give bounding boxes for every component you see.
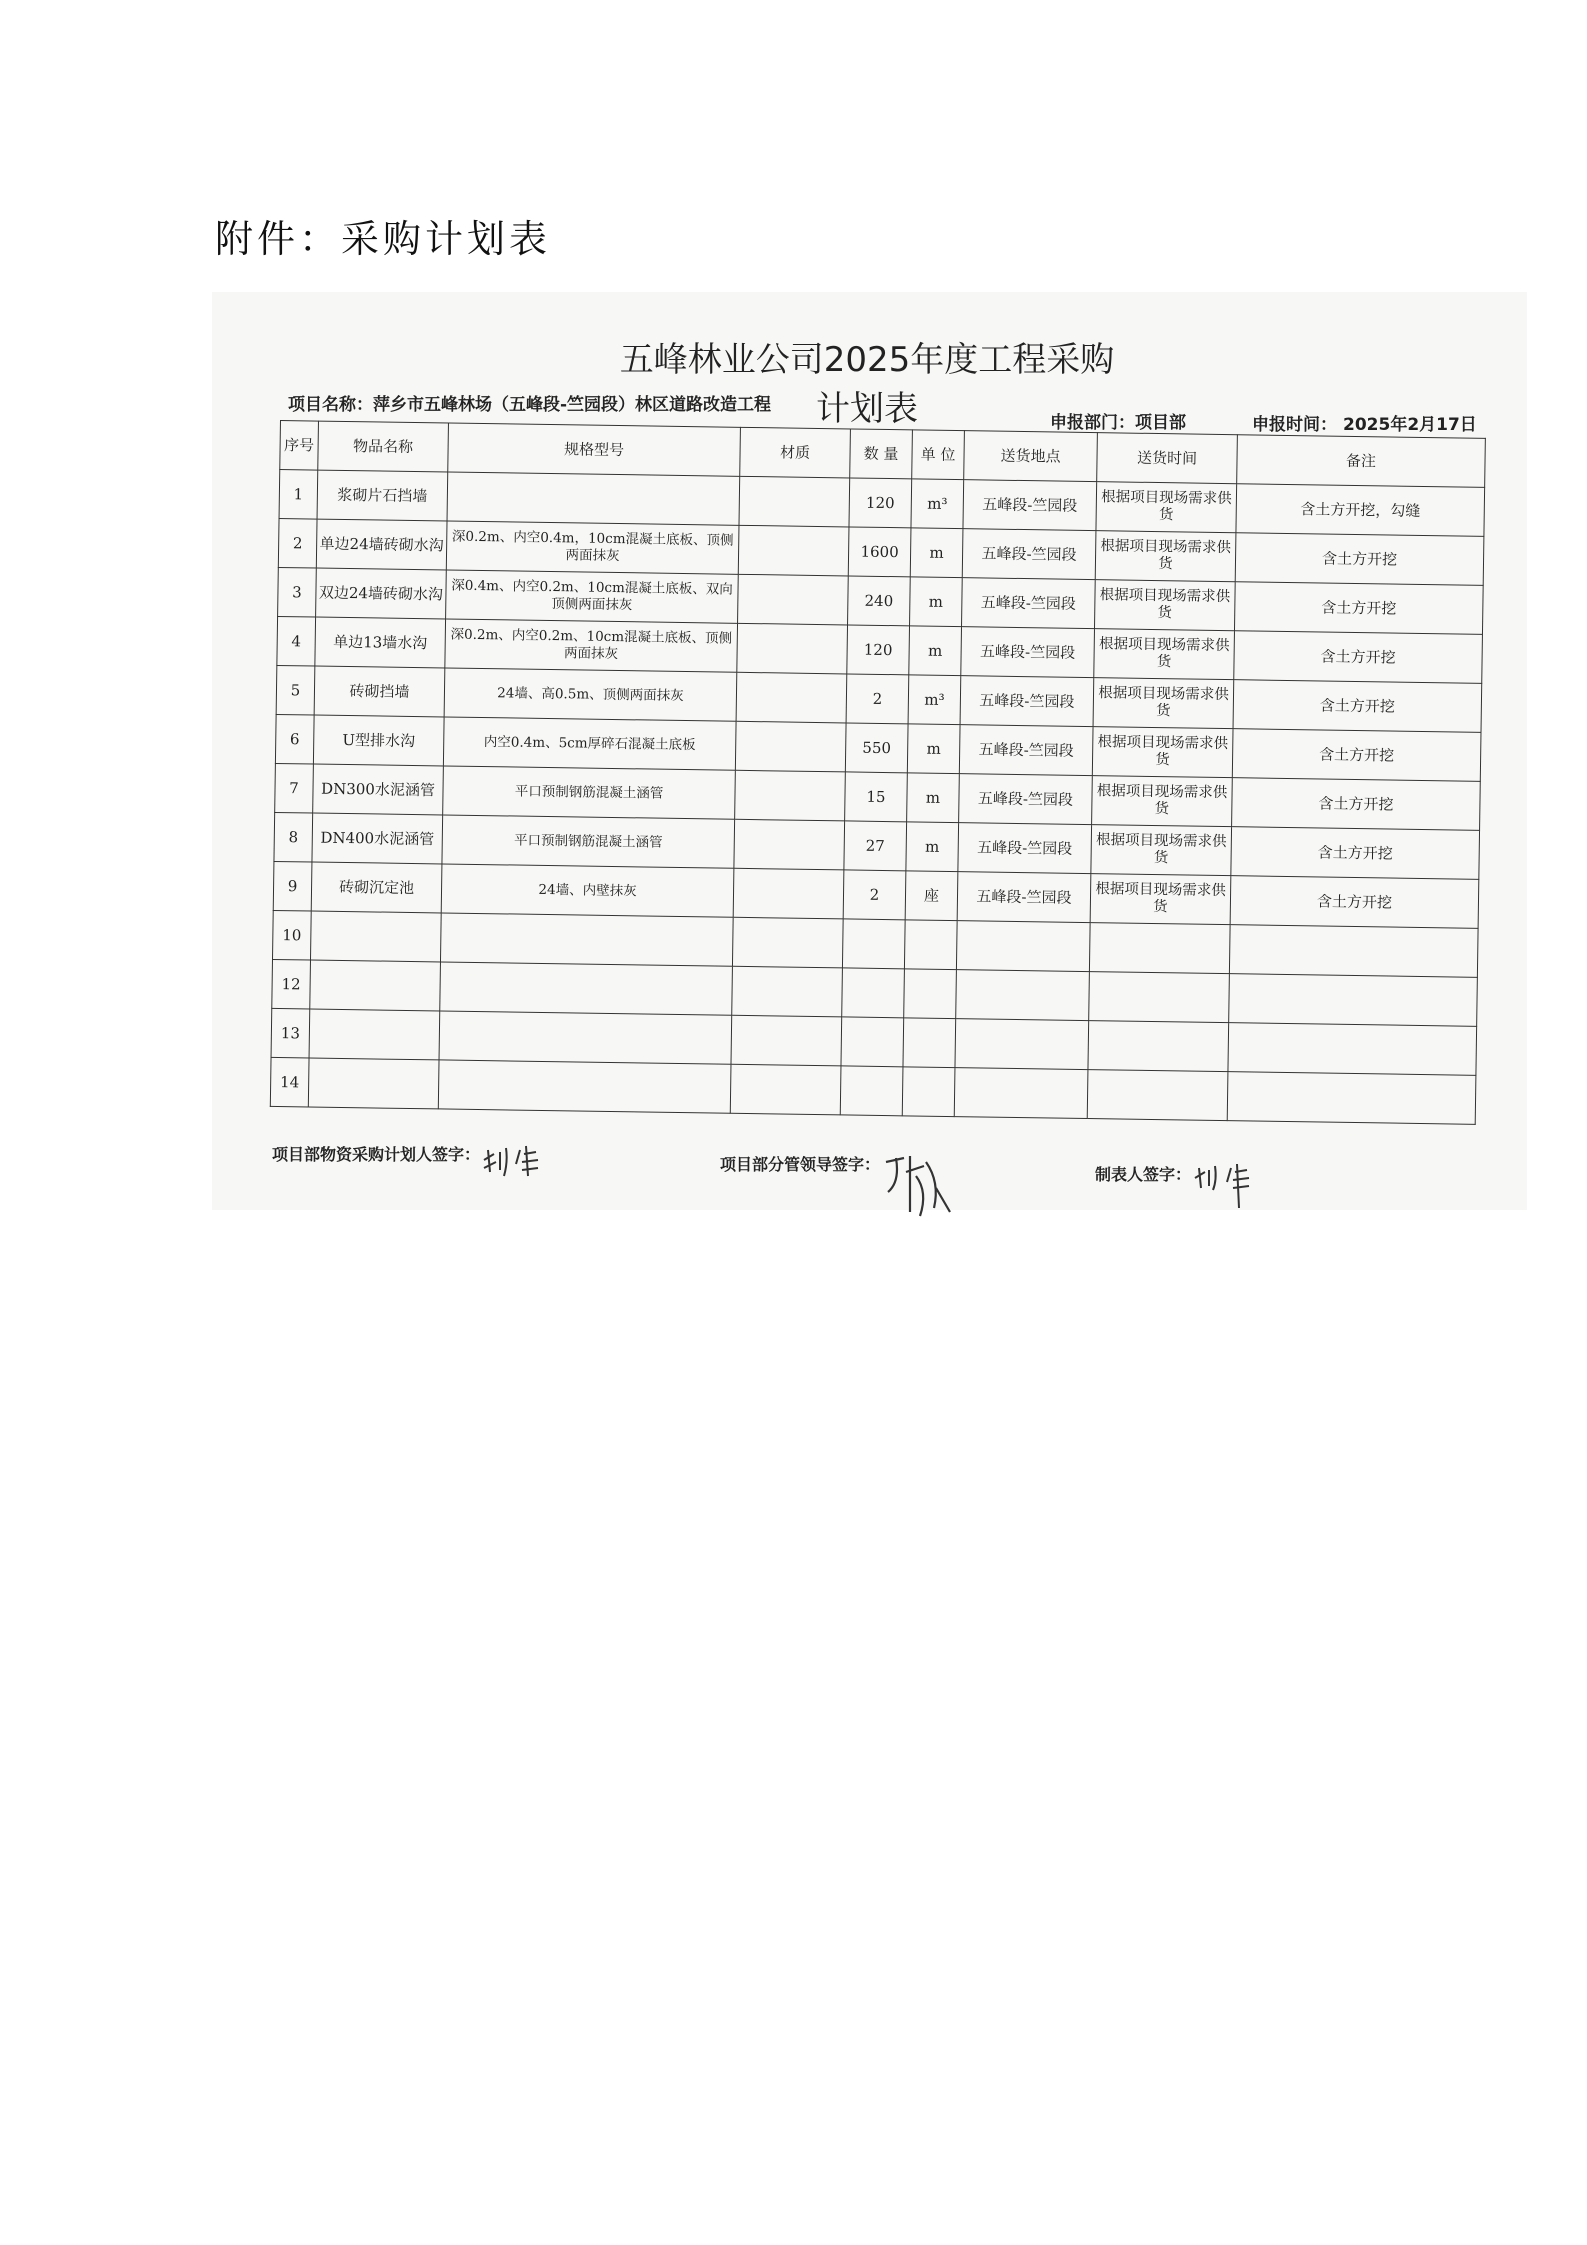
cell-spec: 24墙、高0.5m、顶侧两面抹灰 bbox=[444, 668, 737, 721]
cell-unit bbox=[904, 920, 957, 970]
leader-label: 项目部分管领导签字： bbox=[720, 1155, 881, 1174]
cell-unit: m bbox=[907, 773, 960, 823]
cell-no: 12 bbox=[272, 959, 311, 1009]
cell-unit: 座 bbox=[905, 871, 958, 921]
cell-time bbox=[1087, 1070, 1228, 1121]
cell-spec: 深0.2m、内空0.2m、10cm混凝土底板、顶侧两面抹灰 bbox=[445, 619, 738, 672]
cell-qty bbox=[842, 919, 905, 969]
cell-qty: 120 bbox=[849, 478, 912, 528]
cell-material bbox=[735, 770, 846, 821]
cell-time: 根据项目现场需求供货 bbox=[1094, 580, 1235, 631]
cell-qty bbox=[841, 1017, 904, 1067]
cell-qty bbox=[840, 1066, 903, 1116]
cell-material bbox=[738, 574, 849, 625]
cell-unit bbox=[904, 969, 957, 1019]
cell-time: 根据项目现场需求供货 bbox=[1095, 531, 1236, 582]
cell-note: 含土方开挖 bbox=[1233, 680, 1482, 733]
cell-no: 14 bbox=[270, 1057, 309, 1107]
cell-spec bbox=[440, 913, 733, 966]
cell-time bbox=[1089, 923, 1230, 974]
cell-name: 砖砌沉定池 bbox=[311, 862, 442, 913]
leader-handwritten-signature bbox=[880, 1152, 960, 1226]
project-line bbox=[288, 390, 771, 415]
cell-spec bbox=[439, 1011, 732, 1064]
cell-unit bbox=[902, 1067, 955, 1117]
maker-signature-line bbox=[1095, 1162, 1191, 1185]
cell-no: 1 bbox=[279, 470, 318, 520]
cell-qty: 2 bbox=[843, 870, 906, 920]
cell-qty: 120 bbox=[847, 625, 910, 675]
cell-no: 8 bbox=[274, 812, 313, 862]
cell-note: 含土方开挖 bbox=[1234, 631, 1483, 684]
cell-spec: 内空0.4m、5cm厚碎石混凝土底板 bbox=[443, 717, 736, 770]
cell-time: 根据项目现场需求供货 bbox=[1092, 776, 1233, 827]
planner-handwritten-signature bbox=[480, 1142, 550, 1186]
cell-note bbox=[1227, 1072, 1476, 1125]
cell-time bbox=[1089, 972, 1230, 1023]
cell-name: 浆砌片石挡墙 bbox=[317, 470, 448, 521]
header-material: 材质 bbox=[740, 427, 851, 478]
procurement-table bbox=[270, 420, 1486, 1125]
cell-name bbox=[310, 911, 441, 962]
leader-signature-line bbox=[720, 1152, 880, 1175]
cell-qty bbox=[842, 968, 905, 1018]
cell-spec: 24墙、内壁抹灰 bbox=[441, 864, 734, 917]
cell-note: 含土方开挖 bbox=[1234, 582, 1483, 635]
cell-material bbox=[737, 623, 848, 674]
cell-note: 含土方开挖 bbox=[1231, 827, 1480, 880]
cell-unit: m bbox=[910, 528, 963, 578]
cell-place: 五峰段-竺园段 bbox=[963, 480, 1097, 531]
cell-material bbox=[738, 525, 849, 576]
scanned-procurement-form bbox=[212, 292, 1527, 1210]
cell-qty: 2 bbox=[846, 674, 909, 724]
date-line bbox=[1252, 410, 1477, 435]
cell-note: 含土方开挖，勾缝 bbox=[1236, 484, 1485, 537]
cell-spec bbox=[440, 962, 733, 1015]
cell-note bbox=[1228, 1023, 1477, 1076]
cell-name: U型排水沟 bbox=[313, 715, 444, 766]
cell-name bbox=[310, 960, 441, 1011]
cell-unit bbox=[903, 1018, 956, 1068]
cell-no: 5 bbox=[276, 665, 315, 715]
project-label: 项目名称： bbox=[288, 395, 373, 415]
department-line bbox=[1050, 408, 1186, 433]
cell-unit: m³ bbox=[908, 675, 961, 725]
cell-qty: 27 bbox=[844, 821, 907, 871]
header-name: 物品名称 bbox=[318, 421, 449, 472]
cell-name: 双边24墙砖砌水沟 bbox=[316, 568, 447, 619]
cell-no: 4 bbox=[277, 616, 316, 666]
cell-spec: 深0.2m、内空0.4m，10cm混凝土底板、顶侧两面抹灰 bbox=[446, 521, 739, 574]
cell-qty: 1600 bbox=[848, 527, 911, 577]
date-label: 申报时间： bbox=[1252, 415, 1337, 435]
cell-note: 含土方开挖 bbox=[1232, 778, 1481, 831]
header-no: 序号 bbox=[280, 421, 319, 471]
cell-note: 含土方开挖 bbox=[1235, 533, 1484, 586]
cell-material bbox=[732, 917, 843, 968]
cell-name: DN400水泥涵管 bbox=[312, 813, 443, 864]
cell-time: 根据项目现场需求供货 bbox=[1093, 678, 1234, 729]
cell-spec: 平口预制钢筋混凝土涵管 bbox=[443, 766, 736, 819]
cell-no: 7 bbox=[275, 763, 314, 813]
maker-label: 制表人签字： bbox=[1095, 1165, 1192, 1184]
date-value: 2025年2月17日 bbox=[1343, 415, 1477, 435]
cell-material bbox=[739, 476, 850, 527]
cell-time bbox=[1088, 1021, 1229, 1072]
cell-qty: 15 bbox=[845, 772, 908, 822]
cell-no: 9 bbox=[273, 861, 312, 911]
header-unit: 单 位 bbox=[912, 430, 965, 480]
cell-material bbox=[733, 868, 844, 919]
cell-qty: 550 bbox=[845, 723, 908, 773]
cell-name: 单边13墙水沟 bbox=[315, 617, 446, 668]
project-name: 萍乡市五峰林场（五峰段-竺园段）林区道路改造工程 bbox=[373, 395, 772, 415]
cell-spec bbox=[438, 1060, 731, 1113]
cell-material bbox=[731, 1015, 842, 1066]
cell-place: 五峰段-竺园段 bbox=[961, 627, 1095, 678]
dept-value: 项目部 bbox=[1135, 413, 1186, 433]
cell-note bbox=[1229, 925, 1478, 978]
dept-label: 申报部门： bbox=[1050, 413, 1135, 433]
cell-note: 含土方开挖 bbox=[1232, 729, 1481, 782]
cell-spec: 平口预制钢筋混凝土涵管 bbox=[442, 815, 735, 868]
cell-name: DN300水泥涵管 bbox=[313, 764, 444, 815]
cell-place: 五峰段-竺园段 bbox=[959, 725, 1093, 776]
cell-unit: m bbox=[909, 626, 962, 676]
cell-place bbox=[955, 1019, 1089, 1070]
attachment-title: 附件：采购计划表 bbox=[215, 217, 552, 261]
cell-no: 13 bbox=[271, 1008, 310, 1058]
cell-name bbox=[309, 1009, 440, 1060]
header-spec: 规格型号 bbox=[448, 423, 741, 476]
cell-place bbox=[956, 970, 1090, 1021]
cell-unit: m bbox=[906, 822, 959, 872]
maker-handwritten-signature bbox=[1191, 1162, 1271, 1216]
header-place: 送货地点 bbox=[964, 431, 1098, 482]
cell-place: 五峰段-竺园段 bbox=[962, 578, 1096, 629]
cell-material bbox=[732, 966, 843, 1017]
planner-label: 项目部物资采购计划人签字： bbox=[272, 1145, 481, 1164]
cell-name: 单边24墙砖砌水沟 bbox=[316, 519, 447, 570]
header-qty: 数 量 bbox=[850, 429, 913, 479]
cell-spec bbox=[447, 472, 740, 525]
cell-material bbox=[734, 819, 845, 870]
cell-unit: m bbox=[910, 577, 963, 627]
cell-unit: m³ bbox=[911, 479, 964, 529]
cell-time: 根据项目现场需求供货 bbox=[1090, 874, 1231, 925]
cell-place: 五峰段-竺园段 bbox=[959, 774, 1093, 825]
cell-no: 6 bbox=[275, 714, 314, 764]
header-note: 备注 bbox=[1237, 435, 1486, 488]
header-time: 送货时间 bbox=[1097, 433, 1238, 484]
cell-name bbox=[308, 1058, 439, 1109]
cell-place: 五峰段-竺园段 bbox=[958, 823, 1092, 874]
cell-time: 根据项目现场需求供货 bbox=[1096, 482, 1237, 533]
cell-material bbox=[730, 1064, 841, 1115]
cell-name: 砖砌挡墙 bbox=[314, 666, 445, 717]
cell-material bbox=[735, 721, 846, 772]
cell-no: 3 bbox=[278, 567, 317, 617]
cell-spec: 深0.4m、内空0.2m、10cm混凝土底板、双向顶侧两面抹灰 bbox=[446, 570, 739, 623]
cell-place: 五峰段-竺园段 bbox=[960, 676, 1094, 727]
cell-note bbox=[1229, 974, 1478, 1027]
cell-note: 含土方开挖 bbox=[1230, 876, 1479, 929]
planner-signature-line bbox=[272, 1142, 480, 1165]
cell-time: 根据项目现场需求供货 bbox=[1091, 825, 1232, 876]
document-title: 五峰林业公司2025年度工程采购计划表 bbox=[619, 340, 1115, 429]
cell-unit: m bbox=[907, 724, 960, 774]
cell-qty: 240 bbox=[848, 576, 911, 626]
cell-place: 五峰段-竺园段 bbox=[962, 529, 1096, 580]
cell-time: 根据项目现场需求供货 bbox=[1092, 727, 1233, 778]
cell-place bbox=[956, 921, 1090, 972]
cell-no: 10 bbox=[272, 910, 311, 960]
cell-place: 五峰段-竺园段 bbox=[957, 872, 1091, 923]
cell-material bbox=[736, 672, 847, 723]
cell-time: 根据项目现场需求供货 bbox=[1094, 629, 1235, 680]
cell-place bbox=[954, 1068, 1088, 1119]
cell-no: 2 bbox=[278, 518, 317, 568]
